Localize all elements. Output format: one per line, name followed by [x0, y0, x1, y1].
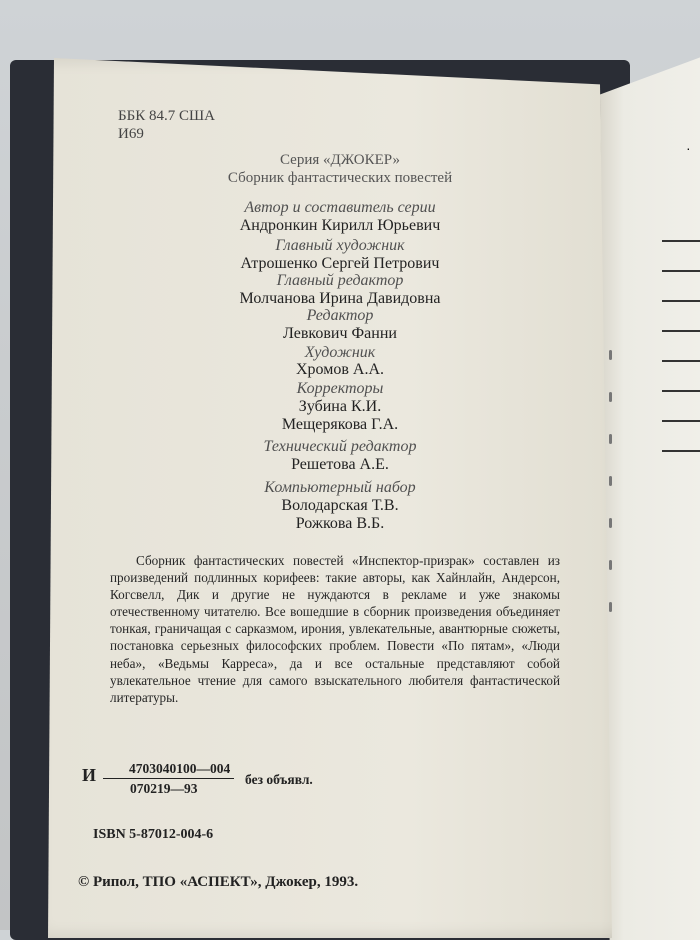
code-letter: И	[82, 765, 97, 785]
credit-name: Молчанова Ирина Давидовна	[239, 290, 441, 307]
credit-name: Зубина К.И.	[298, 398, 382, 415]
credit-role: Главный редактор	[276, 272, 404, 289]
credit-role: Главный художник	[275, 237, 405, 254]
credit-name: Рожкова В.Б.	[295, 515, 385, 532]
isbn: ISBN 5-87012-004-6	[93, 827, 214, 842]
credit-role: Технический редактор	[263, 438, 417, 455]
credit-name: Андронкин Кирилл Юрьевич	[239, 217, 441, 234]
credit-role: Корректоры	[296, 380, 384, 397]
credit-name: Левкович Фанни	[283, 325, 397, 342]
copyright-line: © Рипол, ТПО «АСПЕКТ», Джокер, 1993.	[78, 874, 359, 890]
series-title: Серия «ДЖОКЕР»	[279, 152, 401, 168]
credit-role: Редактор	[306, 307, 374, 324]
right-page-mark: ·	[686, 140, 691, 156]
book-abstract: Сборник фантастических повестей «Инспектор-призрак» составлен из произведений подлинных корифеев: такие авторы, как Хайнлайн, Андерсон, Когсвелл, Дик и другие не нуждаются в рекламе и уже знакомы отечественному читателю. Все вошедшие в сборник произведения объединяет тонкая, граничащая с сарказмом, ирония, увлекательные, авантюрные сюжеты, постановка серьезных философских проблем. Повести «По пятам», «Люди неба», «Ведьмы Карреса», да и все остальные представляют собой увлекательное чтение для самого взыскательного любителя фантастической литературы.	[110, 553, 560, 705]
code-numerator: 4703040100—004	[103, 761, 234, 779]
no-ad-note: без объявл.	[245, 772, 313, 787]
catalog-code: И69	[118, 126, 144, 142]
credit-name: Хромов А.А.	[295, 361, 385, 378]
credit-name: Решетова А.Е.	[291, 456, 389, 473]
credit-role: Компьютерный набор	[264, 479, 416, 496]
credit-name: Володарская Т.В.	[281, 497, 399, 514]
credit-role: Художник	[304, 344, 376, 361]
credit-name: Мещерякова Г.А.	[281, 416, 399, 433]
bbk-classification: ББК 84.7 США	[118, 108, 215, 124]
code-denominator: 070219—93	[130, 781, 198, 796]
credit-name: Атрошенко Сергей Петрович	[240, 255, 440, 272]
credit-role: Автор и составитель серии	[244, 199, 436, 216]
series-subtitle: Сборник фантастических повестей	[227, 170, 453, 186]
